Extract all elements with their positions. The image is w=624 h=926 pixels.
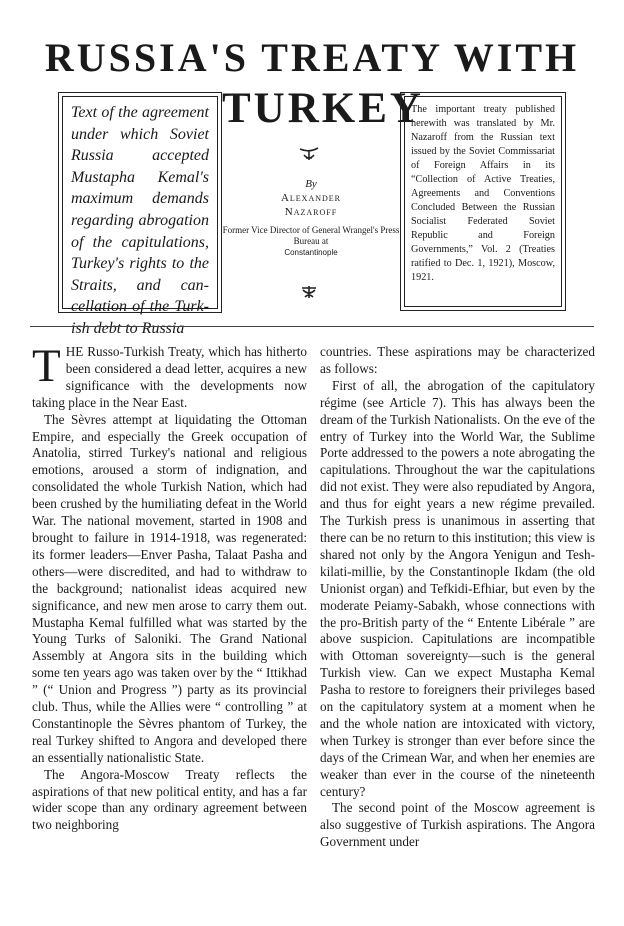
- paragraph: The second point of the Moscow agreement is also suggestive of Turkish aspirations. The Angora Government under: [320, 800, 595, 850]
- paragraph-text: HE Russo-Turkish Treaty, which has hitherto been considered a dead letter, acquires a new significance with the developments now taking place in the Near East.: [32, 344, 307, 410]
- paragraph: [32, 340, 307, 412]
- paragraph: The Angora-Moscow Treaty reflects the aspirations of that new political entity, and has a far wider scope than any ordinary agreement between two neighboring: [32, 766, 307, 833]
- byline-by: By: [305, 178, 317, 190]
- author-name-line1: Alexander: [280, 192, 342, 204]
- article-column-left: [32, 340, 307, 834]
- note-text: The important treaty published herewith was translated by Mr. Nazaroff from the Russian text issued by the Soviet Commissariat of Foreign Affairs in its “Collection of Active Treaties, Agreements and Conventions Concluded Between the Russian Socialist Federated Soviet Republic and Foreign Governments,” Vol. 2 (Treaties ratified to Dec. 1, 1921), Moscow, 1921.: [404, 96, 562, 307]
- paragraph: The Sèvres attempt at liquidating the Ottoman Empire, and especially the Greek occupation of Anatolia, stirred Turkey's national and religious emotions, aroused a storm of indignation, and consolidated the whole Turkish Nation, which had been crushed by the humiliating defeat in the World War. The national movement, started in 1908 and brought to failure in 1914-1918, was regenerated: its former leaders—Enver Pasha, Talaat Pasha and others—were discredited, and had to withdraw to the background; nationalist ideas acquired new significance, and new men arose to carry them out. Mustapha Kemal fulfilled what was started by the Young Turks of Saloniki. The Grand National Assembly at Angora sits in the building which some ten years ago was taken over by the “ Ittikhad ” (“ Union and Progress ”) party as its provincial club. Thus, while the Allies were “ controlling ” at Constantinople the Sèvres phantom of Turkey, the real Turkey shifted to Angora and developed there an essentially nationalistic State.: [32, 411, 307, 765]
- headline-line2: TURKEY: [222, 85, 424, 132]
- paragraph: countries. These aspirations may be characterized as follows:: [320, 344, 595, 376]
- author-description: [222, 225, 400, 258]
- header-divider: [30, 326, 594, 327]
- ornament-bottom-icon: [297, 284, 321, 300]
- author-description-text: Former Vice Director of General Wrangel's Press Bureau at: [222, 225, 400, 246]
- ornament-top-icon: [297, 146, 321, 162]
- note-box: [400, 92, 566, 311]
- author-name-line2: Nazaroff: [284, 206, 338, 218]
- drop-cap: T: [32, 340, 61, 392]
- author-location: Constantinople: [284, 248, 338, 257]
- summary-text: Text of the agreement under which Soviet Russia accepted Mustapha Kemal's maximum demands regarding abrogation of the capitulations, Turkey's rights to the Straits, and cancellation of the Turkish debt to Russia: [62, 96, 218, 309]
- article-column-right: [320, 344, 595, 851]
- summary-box: [58, 92, 222, 337]
- paragraph: First of all, the abrogation of the capitulatory régime (see Article 7). This has always been the dream of the Turkish Nationalists. On the eve of the entry of Turkey into the World War, the Sublime Porte addressed to the powers a note abrogating the capitulations. Throughout the war the capitulations did not exist. They were also repudiated by Angora, and thus for eight years a new régime prevailed. The Turkish press is unanimous in asserting that there can be no return to this institution; this view is shared not only by the Angora Yenigun and Teshkilati-millie, by the Constantinople Ikdam (the old Unionist organ) and Tefkidi-Efhiar, but even by the moderate Peiamy-Sabakh, whose connections with the pro-British party of the “ Entente Libérale ” are above suspicion. Capitulations are incompatible with Ottoman sovereignty—such is the general Turkish view. Can we expect Mustapha Kemal Pasha to restore to foreigners their privileges based on the capitulatory system at a moment when he and the whole nation are intoxicated with victory, when Turkey is stronger than ever before since the days of the Crimean War, and when her enemies are weaker than ever in the course of the nineteenth century?: [320, 377, 595, 799]
- byline: [222, 178, 400, 258]
- headline-line1: RUSSIA'S TREATY WITH: [44, 35, 580, 80]
